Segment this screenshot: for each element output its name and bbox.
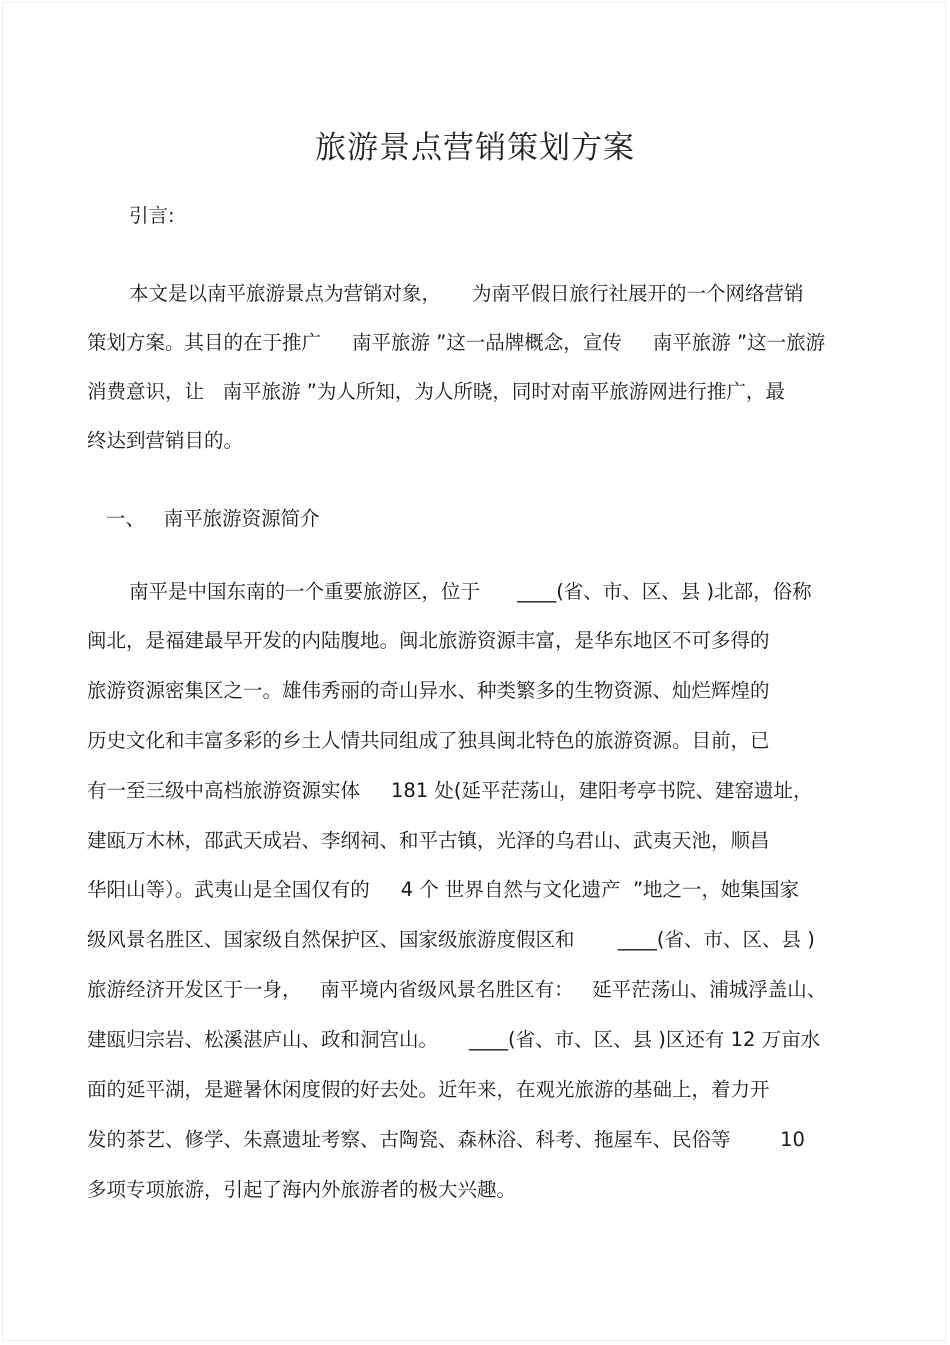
body-line: 级风景名胜区、国家级自然保护区、国家级旅游度假区和 ____(省、市、区、县 ) <box>87 928 815 951</box>
body-line: 面的延平湖，是避暑休闲度假的好去处。近年来，在观光旅游的基础上，着力开 <box>87 1078 770 1101</box>
intro-line: 终达到营销目的。 <box>87 429 244 452</box>
intro-line: 策划方案。其目的在于推广 南平旅游 ”这一品牌概念，宣传 南平旅游 ”这一旅游 <box>87 331 826 354</box>
section-heading: 一、 南平旅游资源简介 <box>106 507 320 530</box>
intro-line: 消费意识，让 南平旅游 ”为人所知，为人所晓，同时对南平旅游网进行推广，最 <box>87 380 785 403</box>
intro-heading: 引言: <box>129 204 175 227</box>
body-line: 历史文化和丰富多彩的乡土人情共同组成了独具闽北特色的旅游资源。目前，已 <box>87 729 770 752</box>
body-line: 闽北，是福建最早开发的内陆腹地。闽北旅游资源丰富，是华东地区不可多得的 <box>87 629 770 652</box>
body-line: 南平是中国东南的一个重要旅游区，位于 ____(省、市、区、县 )北部，俗称 <box>129 580 812 603</box>
body-line: 旅游经济开发区于一身， 南平境内省级风景名胜区有： 延平茫荡山、浦城浮盖山、 <box>87 978 827 1001</box>
document-title: 旅游景点营销策划方案 <box>315 130 635 166</box>
body-line: 建瓯万木林，邵武天成岩、李纲祠、和平古镇，光泽的乌君山、武夷天池，顺昌 <box>87 829 770 852</box>
body-line: 建瓯归宗岩、松溪湛庐山、政和洞宫山。 ____(省、市、区、县 )区还有 12 万亩水 <box>87 1028 821 1051</box>
body-line: 有一至三级中高档旅游资源实体 181 处(延平茫荡山，建阳考亭书院、建窑遗址， <box>87 779 813 802</box>
body-line: 华阳山等）。武夷山是全国仅有的 4 个 世界自然与文化遗产 ”地之一，她集国家 <box>87 878 800 901</box>
body-line: 发的茶艺、修学、朱熹遗址考察、古陶瓷、森林浴、科考、拖屋车、民俗等 10 <box>87 1128 805 1151</box>
intro-line: 本文是以南平旅游景点为营销对象， 为南平假日旅行社展开的一个网络营销 <box>129 282 804 305</box>
body-line: 多项专项旅游，引起了海内外旅游者的极大兴趣。 <box>87 1178 517 1201</box>
body-line: 旅游资源密集区之一。雄伟秀丽的奇山异水、种类繁多的生物资源、灿烂辉煌的 <box>87 679 770 702</box>
